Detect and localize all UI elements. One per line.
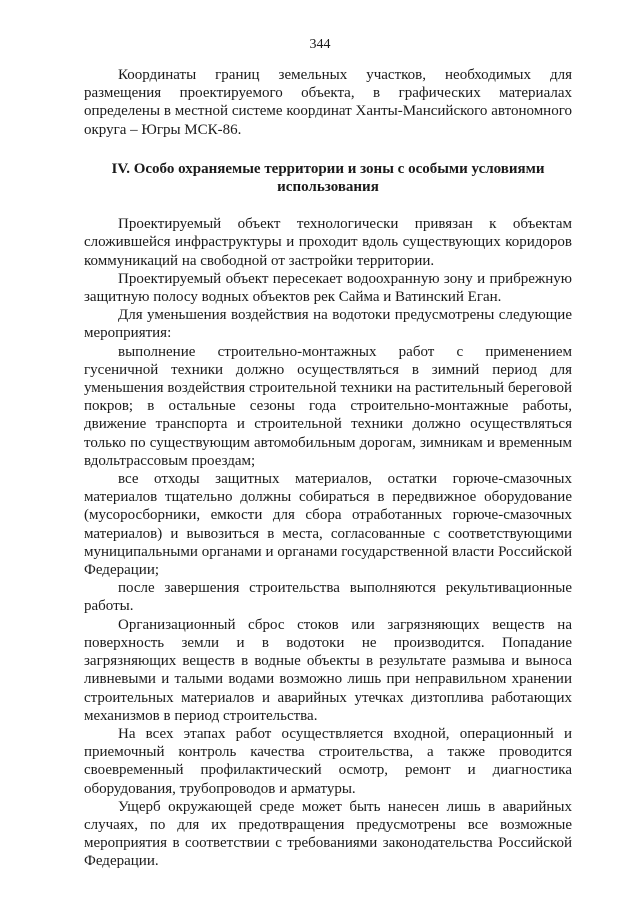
paragraph-measures-intro: Для уменьшения воздействия на водотоки предусмотрены следующие мероприятия: bbox=[84, 307, 572, 342]
list-item-tracked-machinery: выполнение строительно-монтажных работ с применением гусеничной техники должно осуществляться в зимний период для уменьшения воздействия строительной техники на растительный береговой покров; в остальные сезоны года строительно-монтажные работы, движение транспорта и строительной техники должно осуществляться только по существующим автомобильным дорогам, зимникам и временным вдольтрассовым проездам; bbox=[84, 343, 572, 469]
paragraph-discharge: Организационный сброс стоков или загрязняющих веществ на поверхность земли и в водотоки не производится. Попадание загрязняющих веществ в водные объекты в результате размыва и выноса ливневыми и талыми водами возможно лишь при неправильном хранении строительных материалов и аварийных утечках дизтоплива работающих механизмов в период строительства. bbox=[84, 616, 572, 724]
paragraph-quality-control: На всех этапах работ осуществляется входной, операционный и приемочный контроль качества строительства, а также проводится своевременный профилактический осмотр, ремонт и диагностика оборудования, трубопроводов и арматуры. bbox=[84, 725, 572, 797]
list-item-recultivation: после завершения строительства выполняются рекультивационные работы. bbox=[84, 580, 572, 615]
paragraph-water-zone: Проектируемый объект пересекает водоохранную зону и прибрежную защитную полосу водных объектов рек Сайма и Ватинский Еган. bbox=[84, 270, 572, 306]
paragraph-damage: Ущерб окружающей среде может быть нанесен лишь в аварийных случаях, по для их предотвращения предусмотрены все возможные мероприятия в соответствии с требованиями законодательства Российской Федерации. bbox=[84, 798, 572, 870]
page-number: 344 bbox=[309, 37, 331, 52]
intro-paragraph: Координаты границ земельных участков, необходимых для размещения проектируемого объекта, в графических материалах определены в местной системе координат Ханты-Мансийского автономного округа – Югры МСК-86. bbox=[84, 67, 572, 138]
document-body bbox=[84, 66, 572, 871]
section-heading: IV. Особо охраняемые территории и зоны с особыми условиями использования bbox=[111, 160, 545, 196]
list-item-waste-collection: все отходы защитных материалов, остатки горюче-смазочных материалов тщательно должны собираться в передвижное оборудование (мусоросборники, емкости для сбора отработанных горюче-смазочных материалов) и вывозиться в места, согласованные с соответствующими муниципальными органами и органами государственной власти Российской Федерации; bbox=[84, 471, 572, 579]
paragraph-infrastructure: Проектируемый объект технологически привязан к объектам сложившейся инфраструктуры и проходит вдоль существующих коридоров коммуникаций на свободной от застройки территории. bbox=[84, 216, 572, 269]
